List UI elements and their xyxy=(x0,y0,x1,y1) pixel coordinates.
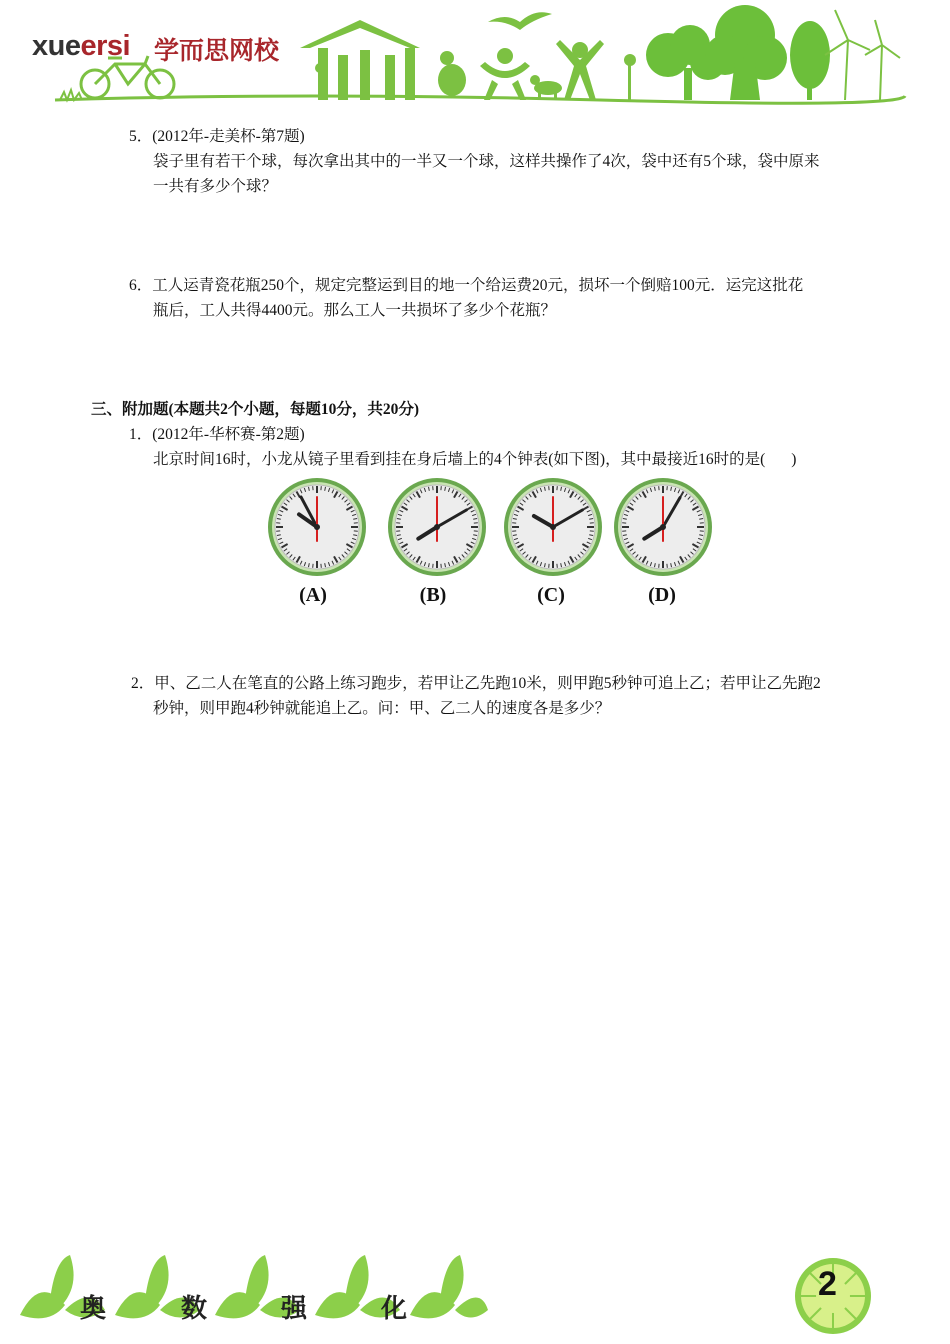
logo-chinese: 学而思网校 xyxy=(154,36,280,65)
section-3-q2-line-1: 甲、乙二人在笔直的公路上练习跑步，若甲让乙先跑10米，则甲跑5秒钟可追上乙；若甲让乙先跑2 xyxy=(154,675,821,692)
leaf-icon xyxy=(410,1255,488,1318)
wind-turbine-icon xyxy=(825,10,900,100)
footer-char-4: 化 xyxy=(381,1294,408,1324)
question-6-body xyxy=(153,298,556,323)
section-3-q2-line-2: 秒钟，则甲跑4秒钟就能追上乙。问：甲、乙二人的速度各是多少？ xyxy=(153,700,611,717)
question-6-number: 6． xyxy=(129,277,153,294)
clock-label-a: (A) xyxy=(299,584,327,606)
question-5-body xyxy=(153,149,820,199)
section-3-q2-number: 2． xyxy=(131,675,155,692)
section-3-q1-text xyxy=(153,447,796,472)
question-6-line-1: 工人运青瓷花瓶250个，规定完整运到目的地一个给运费20元，损坏一个倒赔100元．运完这批花 xyxy=(152,277,804,294)
header-green-scenery-banner xyxy=(0,0,950,110)
question-5-number: 5． xyxy=(129,128,153,145)
bird-icon xyxy=(488,12,552,30)
question-5-line-1: 袋子里有若干个球，每次拿出其中的一半又一个球，这样共操作了4次，袋中还有5个球，袋中原来 xyxy=(153,153,820,170)
section-3-title: 三、附加题(本题共2个小题，每题10分，共20分) xyxy=(91,401,420,418)
section-3-q1-header xyxy=(129,422,305,447)
section-3-q1-prompt: 北京时间16时，小龙从镜子里看到挂在身后墙上的4个钟表(如下图)，其中最接近16时的是( xyxy=(153,451,766,468)
clock-label-b: (B) xyxy=(419,584,447,606)
question-5-source: (2012年-走美杯-第7题) xyxy=(152,128,305,145)
section-3-q1-source: (2012年-华杯赛-第2题) xyxy=(152,426,305,443)
section-3-q1-number: 1． xyxy=(129,426,153,443)
question-6-line-2: 瓶后，工人共得4400元。那么工人一共损坏了多少个花瓶？ xyxy=(153,302,557,319)
logo-latin-part1: xue xyxy=(32,30,81,62)
answer-blank-close: ) xyxy=(791,451,797,468)
dog-icon xyxy=(530,75,562,100)
footer-char-3: 强 xyxy=(281,1294,308,1324)
question-5-line-2: 一共有多少个球？ xyxy=(153,178,278,195)
tree-icon xyxy=(646,5,830,100)
clock-a xyxy=(268,478,366,576)
clock-options-figure xyxy=(260,476,730,586)
page-number: 2 xyxy=(818,1265,837,1303)
section-3-q2 xyxy=(131,671,821,696)
clock-label-d: (D) xyxy=(648,584,676,606)
bicycle-icon xyxy=(81,56,174,98)
question-5 xyxy=(129,124,305,149)
clock-label-c: (C) xyxy=(537,584,565,606)
people-figures-icon xyxy=(438,40,604,100)
footer-char-1: 奥 xyxy=(80,1294,107,1324)
question-6 xyxy=(129,273,803,298)
clock-b xyxy=(388,478,486,576)
footer-char-2: 数 xyxy=(181,1294,208,1324)
clock-c xyxy=(504,478,602,576)
logo-latin-part2: ersi xyxy=(80,30,131,62)
page-header xyxy=(0,0,950,110)
clock-d xyxy=(614,478,712,576)
